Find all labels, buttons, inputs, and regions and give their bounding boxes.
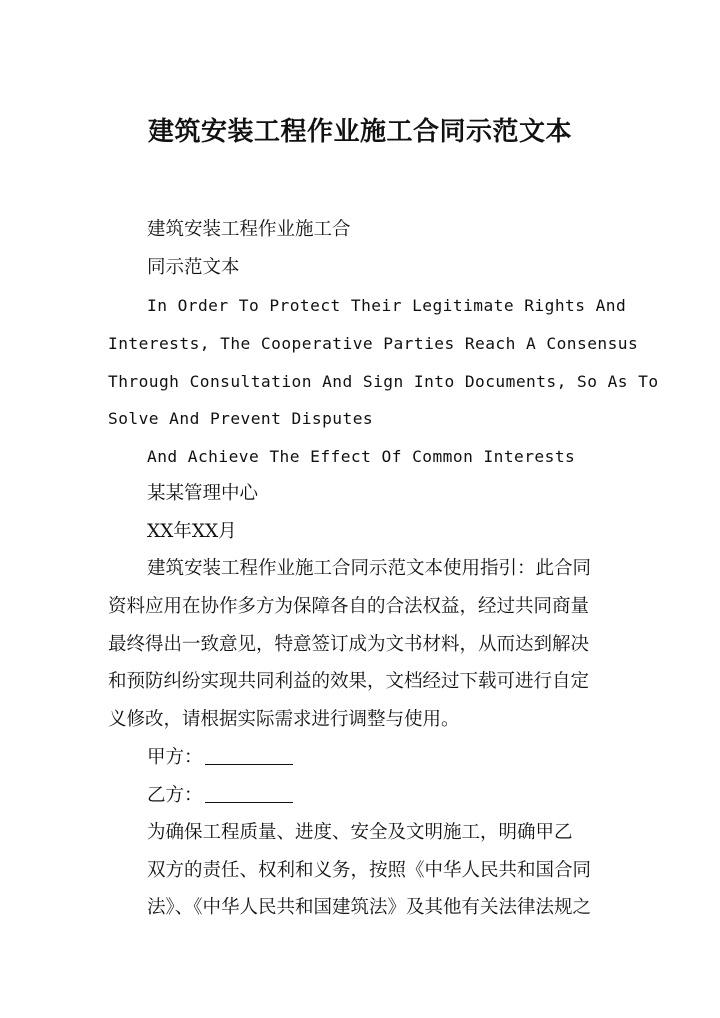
- party-a-line: [147, 743, 293, 773]
- subtitle-line-1: 建筑安装工程作业施工合: [147, 219, 351, 240]
- english-line-5: And Achieve The Effect Of Common Interests: [147, 447, 576, 466]
- english-line-2: Interests, The Cooperative Parties Reach A Consensus: [108, 334, 639, 353]
- party-b-label: 乙方：: [147, 785, 203, 806]
- english-line-3: Through Consultation And Sign Into Documents, So As To: [108, 372, 659, 391]
- english-line-4: Solve And Prevent Disputes: [108, 409, 374, 428]
- guide-line-1: 建筑安装工程作业施工合同示范文本使用指引：此合同: [147, 558, 592, 579]
- body-line-2: 双方的责任、权利和义务，按照《中华人民共和国合同: [147, 860, 592, 881]
- body-line-1: 为确保工程质量、进度、安全及文明施工，明确甲乙: [147, 822, 573, 843]
- body-line-3: 法》、《中华人民共和国建筑法》及其他有关法律法规之: [147, 897, 592, 918]
- organization-name: 某某管理中心: [147, 483, 259, 504]
- party-a-blank: [205, 746, 293, 765]
- guide-line-2: 资料应用在协作多方为保障各自的合法权益，经过共同商量: [108, 596, 590, 617]
- english-line-1: In Order To Protect Their Legitimate Rights And: [147, 296, 627, 315]
- document-date: XX年XX月: [147, 521, 237, 542]
- party-b-blank: [205, 784, 293, 803]
- guide-line-4: 和预防纠纷实现共同利益的效果，文档经过下载可进行自定: [108, 671, 590, 692]
- guide-line-5: 义修改，请根据实际需求进行调整与使用。: [108, 709, 460, 730]
- guide-line-3: 最终得出一致意见，特意签订成为文书材料，从而达到解决: [108, 634, 590, 655]
- party-b-line: [147, 781, 293, 811]
- document-title: 建筑安装工程作业施工合同示范文本: [147, 117, 572, 147]
- subtitle-line-2: 同示范文本: [147, 257, 240, 278]
- party-a-label: 甲方：: [147, 747, 203, 768]
